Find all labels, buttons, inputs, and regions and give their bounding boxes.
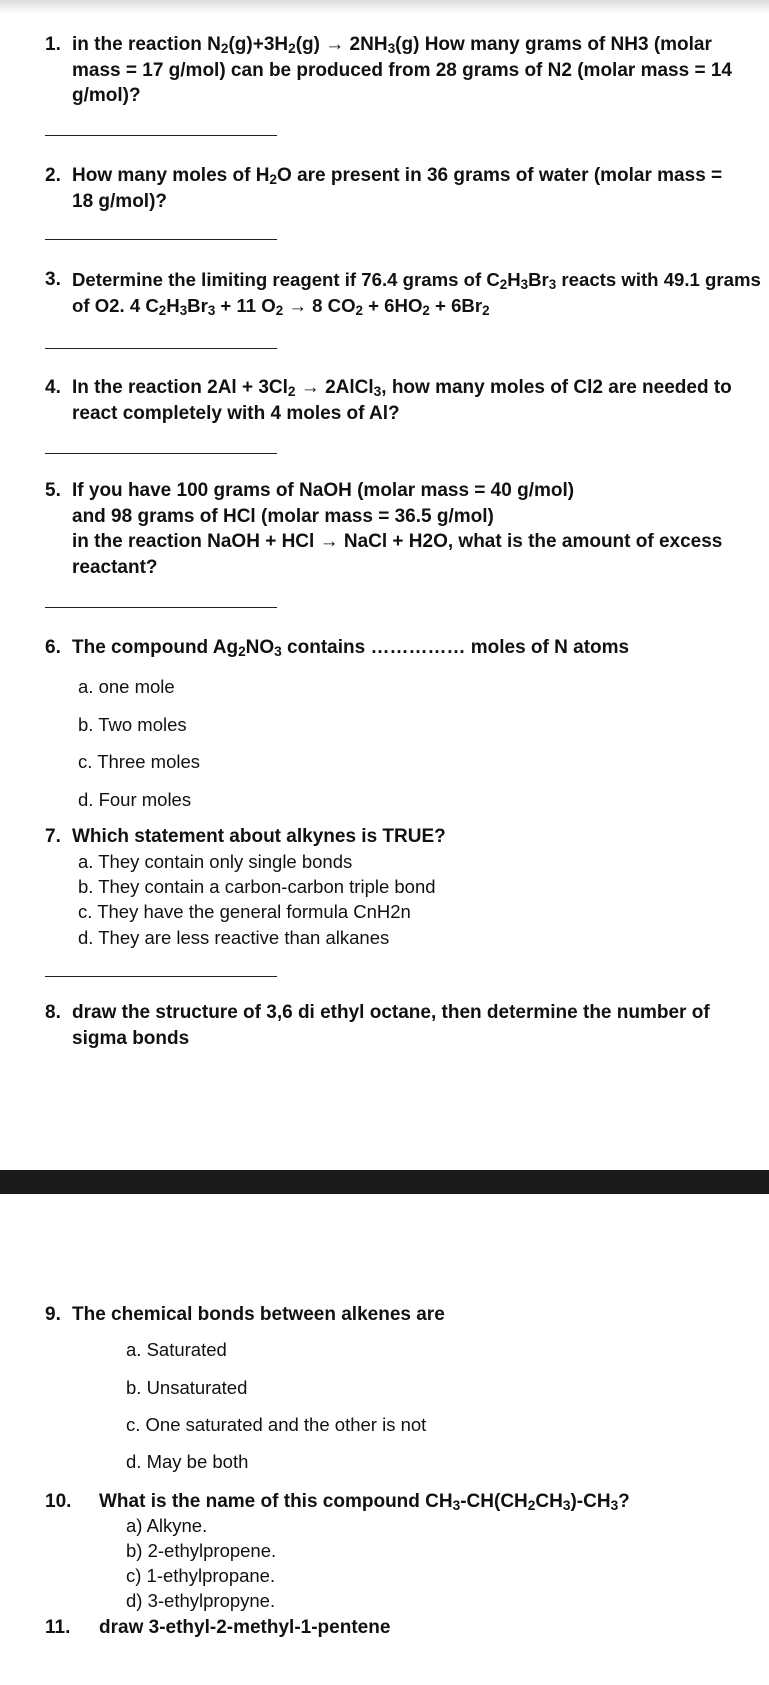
question-number: 3.	[45, 269, 61, 290]
question-text: In the reaction $2Al + 3Cl_2$ → 2AlCl$_3$, how many moles of Cl2 are needed to react completely with 4 moles of Al?	[72, 377, 732, 424]
question-9	[45, 1302, 745, 1328]
question-11	[45, 1615, 745, 1641]
answer-option: d) 3-ethylpropyne.	[126, 1590, 276, 1611]
answer-line	[45, 348, 277, 349]
question-8	[45, 1000, 745, 1051]
answer-option: d. May be both	[126, 1451, 249, 1472]
answer-option: c. One saturated and the other is not	[126, 1414, 427, 1435]
answer-option: c. Three moles	[78, 751, 201, 772]
question-number: 4.	[45, 377, 61, 398]
question-number: 2.	[45, 165, 61, 186]
answer-option: b. Unsaturated	[126, 1377, 248, 1398]
question-3	[45, 267, 765, 318]
question-text: How many moles of $H_2O$ are present in 36 grams of water (molar mass = 18 g/mol)?	[72, 165, 723, 212]
question-text: The chemical bonds between alkenes are	[72, 1304, 445, 1325]
answer-line	[45, 976, 277, 977]
question-text: Determine the limiting reagent if 76.4 grams of $C_2H_3Br_3$ reacts with 49.1 grams of O2. 4 $C_2H_3Br_3 + 11$ $O_2 \to 8$ $CO_2 + 6HO_2 + 6Br_2$	[72, 269, 761, 318]
question-text: in the reaction $N_2(g)+3H_2(g) \to 2NH_3(g)$ How many grams of NH3 (molar mass = 17 g/mol) can be produced from 28 grams of N2 (molar mass = 14 g/mol)?	[72, 34, 732, 106]
question-text: What is the name of this compound $CH_3-CH(CH_2CH_3)-CH_3$?	[99, 1491, 630, 1513]
answer-line	[45, 453, 277, 454]
question-number: 10.	[45, 1491, 72, 1512]
answer-option: b) 2-ethylpropene.	[126, 1540, 277, 1561]
question-number: 5.	[45, 480, 61, 501]
answer-option: d. They are less reactive than alkanes	[78, 927, 390, 948]
question-number: 7.	[45, 826, 61, 847]
answer-option: c) 1-ethylpropane.	[126, 1565, 276, 1586]
question-7	[45, 824, 745, 850]
answer-option: a) Alkyne.	[126, 1515, 208, 1536]
question-number: 6.	[45, 637, 61, 658]
answer-line	[45, 239, 277, 240]
question-text: draw 3-ethyl-2-methyl-1-pentene	[99, 1617, 391, 1638]
question-2	[45, 163, 745, 214]
question-6	[45, 635, 745, 661]
answer-line	[45, 607, 277, 608]
question-number: 9.	[45, 1304, 61, 1325]
question-number: 11.	[45, 1617, 71, 1638]
answer-option: d. Four moles	[78, 789, 192, 810]
question-number: 1.	[45, 34, 61, 55]
answer-option: c. They have the general formula CnH2n	[78, 901, 411, 922]
question-text: draw the structure of 3,6 di ethyl octane, then determine the number of sigma bonds	[72, 1002, 710, 1049]
question-text: If you have 100 grams of NaOH (molar mass = 40 g/mol) and 98 grams of HCl (molar mass = 36.5 g/mol) in the reaction NaOH + HCl → NaCl + H2O, what is the amount of excess reactant?	[72, 480, 723, 578]
question-text: Which statement about alkynes is TRUE?	[72, 826, 446, 847]
answer-option: b. They contain a carbon-carbon triple bond	[78, 876, 436, 897]
question-text: The compound $Ag_2NO_3$ contains …………… moles of N atoms	[72, 637, 630, 659]
top-shadow	[0, 0, 769, 14]
answer-option: a. They contain only single bonds	[78, 851, 353, 872]
question-4	[45, 375, 745, 426]
page-divider	[0, 1170, 769, 1194]
answer-option: b. Two moles	[78, 714, 187, 735]
answer-option: a. one mole	[78, 676, 175, 697]
answer-line	[45, 135, 277, 136]
question-number: 8.	[45, 1002, 61, 1023]
question-10	[45, 1489, 745, 1515]
question-1	[45, 32, 745, 109]
answer-option: a. Saturated	[126, 1339, 227, 1360]
question-5	[45, 478, 745, 580]
